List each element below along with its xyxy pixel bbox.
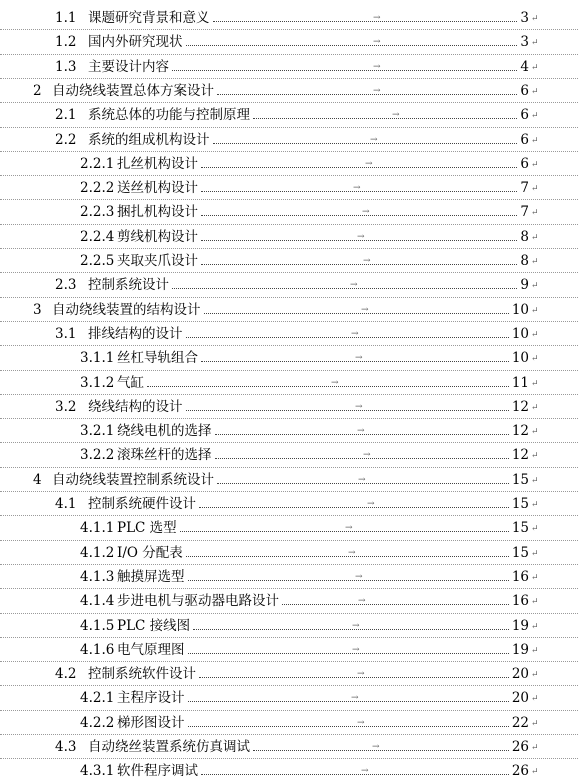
paragraph-mark-icon: ↵ (531, 14, 539, 24)
toc-dot-leader (253, 118, 517, 119)
toc-dot-leader (186, 45, 517, 46)
toc-entry-number: 1.2 (55, 34, 77, 51)
toc-entry-page: 20 (511, 666, 529, 683)
toc-entry-number: 3.2.1 (80, 423, 115, 440)
toc-entry-page: 10 (511, 301, 529, 318)
toc-divider (0, 127, 578, 128)
toc-entry-page: 12 (511, 423, 529, 440)
toc-entry-title: PLC 接线图 (117, 617, 191, 634)
paragraph-mark-icon: ↵ (531, 767, 539, 778)
toc-divider (0, 491, 578, 492)
toc-divider (0, 54, 578, 55)
paragraph-mark-icon: ↵ (531, 427, 539, 438)
toc-entry[interactable] (0, 516, 578, 540)
toc-entry-title: 主程序设计 (117, 690, 185, 707)
toc-entry-title: 国内外研究现状 (88, 34, 183, 51)
toc-divider (0, 321, 578, 322)
toc-divider (0, 540, 578, 541)
tab-arrow-icon: → (355, 401, 363, 412)
toc-dot-leader (172, 70, 517, 71)
tab-arrow-icon: → (331, 377, 339, 388)
paragraph-mark-icon: ↵ (531, 670, 539, 681)
tab-arrow-icon: → (353, 183, 361, 194)
toc-entry-number: 2.1 (55, 107, 77, 124)
toc-divider (0, 613, 578, 614)
toc-entry[interactable] (0, 541, 578, 565)
tab-arrow-icon: → (352, 644, 360, 655)
paragraph-mark-icon: ↵ (531, 621, 539, 632)
toc-entry-title: 主要设计内容 (88, 58, 169, 75)
toc-entry-number: 2.2 (55, 131, 77, 148)
toc-dot-leader (201, 167, 517, 168)
tab-arrow-icon: → (392, 110, 400, 121)
toc-divider (0, 637, 578, 638)
toc-entry-number: 2.2.2 (80, 180, 115, 197)
toc-entry[interactable] (0, 176, 578, 200)
toc-entry-number: 2.2.3 (80, 204, 115, 221)
tab-arrow-icon: → (348, 547, 356, 558)
toc-entry-title: 丝杠导轨组合 (117, 350, 198, 367)
toc-entry[interactable] (0, 249, 578, 273)
toc-entry-title: 排线结构的设计 (88, 325, 183, 342)
toc-divider (0, 442, 578, 443)
toc-entry[interactable] (0, 565, 578, 589)
toc-dot-leader (188, 580, 509, 581)
paragraph-mark-icon: ↵ (531, 402, 539, 413)
toc-entry-title: 电气原理图 (117, 641, 185, 658)
tab-arrow-icon: → (361, 766, 369, 777)
toc-divider (0, 297, 578, 298)
toc-entry-page: 12 (511, 447, 529, 464)
toc-dot-leader (217, 94, 517, 95)
toc-entry-title: 捆扎机构设计 (117, 204, 198, 221)
toc-divider (0, 175, 578, 176)
paragraph-mark-icon: ↵ (531, 159, 539, 170)
paragraph-mark-icon: ↵ (531, 354, 539, 365)
toc-entry-title: PLC 选型 (117, 520, 177, 537)
toc-entry-title: 绕线结构的设计 (88, 398, 183, 415)
toc-entry-number: 3.2 (55, 398, 77, 415)
toc-entry-number: 4.1.1 (80, 520, 115, 537)
toc-divider (0, 685, 578, 686)
paragraph-mark-icon: ↵ (531, 257, 539, 267)
tab-arrow-icon: → (357, 669, 365, 680)
tab-arrow-icon: → (361, 304, 369, 315)
toc-entry-number: 4.1.5 (80, 617, 115, 634)
paragraph-mark-icon: ↵ (531, 111, 539, 122)
tab-arrow-icon: → (358, 474, 366, 485)
paragraph-mark-icon: ↵ (531, 281, 539, 292)
toc-entry-page: 4 (520, 58, 529, 75)
tab-arrow-icon: → (358, 596, 366, 607)
toc-dot-leader (186, 410, 509, 411)
paragraph-mark-icon: ↵ (531, 548, 539, 559)
paragraph-mark-icon: ↵ (531, 524, 539, 535)
toc-entry[interactable] (0, 225, 578, 249)
toc-divider (0, 199, 578, 200)
toc-entry-number: 2.2.5 (80, 253, 115, 269)
tab-arrow-icon: → (357, 426, 365, 437)
toc-entry[interactable] (0, 589, 578, 613)
paragraph-mark-icon: ↵ (531, 500, 539, 510)
toc-entry[interactable] (0, 322, 578, 346)
tab-arrow-icon: → (357, 231, 365, 242)
toc-entry-title: 送丝机构设计 (117, 180, 198, 197)
toc-entry[interactable] (0, 298, 578, 322)
toc-entry[interactable] (0, 395, 578, 419)
toc-entry-page: 7 (520, 180, 529, 197)
toc-entry[interactable] (0, 662, 578, 686)
paragraph-mark-icon: ↵ (531, 718, 539, 729)
toc-dot-leader (204, 313, 509, 314)
toc-entry-title: 系统总体的功能与控制原理 (88, 107, 250, 124)
paragraph-mark-icon: ↵ (531, 135, 539, 146)
toc-entry-page: 20 (511, 690, 529, 707)
paragraph-mark-icon: ↵ (531, 329, 539, 340)
toc-divider (0, 564, 578, 565)
paragraph-mark-icon: ↵ (531, 572, 539, 583)
toc-entry-page: 19 (511, 641, 529, 658)
toc-entry[interactable] (0, 103, 578, 127)
toc-entry-title: 自动绕线装置控制系统设计 (52, 471, 214, 488)
toc-divider (0, 661, 578, 662)
toc-entry-number: 1.3 (55, 58, 77, 75)
toc-entry[interactable] (0, 346, 578, 370)
toc-dot-leader (253, 750, 509, 751)
toc-dot-leader (188, 726, 509, 727)
toc-entry[interactable] (0, 30, 578, 54)
paragraph-mark-icon: ↵ (531, 38, 539, 49)
toc-divider (0, 710, 578, 711)
toc-entry-number: 4.2.1 (80, 690, 115, 707)
tab-arrow-icon: → (355, 571, 363, 582)
toc-entry-title: 系统的组成机构设计 (88, 131, 210, 148)
toc-entry-page: 6 (520, 155, 529, 172)
tab-arrow-icon: → (373, 61, 381, 72)
toc-entry-page: 16 (511, 568, 529, 585)
toc-entry-number: 3.1 (55, 325, 77, 342)
toc-entry[interactable] (0, 735, 578, 759)
tab-arrow-icon: → (373, 13, 381, 23)
toc-entry-title: 课题研究背景和意义 (88, 10, 210, 26)
toc-entry-title: 控制系统硬件设计 (88, 496, 196, 512)
toc-entry-page: 26 (511, 763, 529, 780)
toc-divider (0, 758, 578, 759)
toc-divider (0, 467, 578, 468)
toc-entry-title: I/O 分配表 (117, 544, 183, 561)
tab-arrow-icon: → (372, 742, 380, 752)
toc-entry-title: 软件程序调试 (117, 763, 198, 780)
toc-dot-leader (186, 337, 509, 338)
toc-entry[interactable] (0, 759, 578, 783)
toc-dot-leader (213, 21, 517, 22)
toc-entry-title: 绕线电机的选择 (117, 423, 212, 440)
toc-entry-page: 7 (520, 204, 529, 221)
toc-dot-leader (172, 288, 517, 289)
toc-entry-page: 8 (520, 253, 529, 269)
toc-entry[interactable] (0, 200, 578, 224)
toc-entry-number: 4.1.2 (80, 544, 115, 561)
toc-dot-leader (201, 774, 509, 775)
toc-entry[interactable] (0, 6, 578, 30)
toc-entry-number: 1.1 (55, 10, 77, 26)
tab-arrow-icon: → (373, 37, 381, 48)
paragraph-mark-icon: ↵ (531, 645, 539, 656)
toc-dot-leader (188, 701, 509, 702)
tab-arrow-icon: → (370, 134, 378, 145)
toc-entry-page: 16 (511, 593, 529, 610)
toc-entry-number: 4.1.3 (80, 568, 115, 585)
toc-dot-leader (213, 143, 517, 144)
tab-arrow-icon: → (352, 620, 360, 631)
toc-entry-number: 3.1.1 (80, 350, 115, 367)
toc-entry-page: 19 (511, 617, 529, 634)
toc-entry-number: 2.2.4 (80, 228, 115, 245)
paragraph-mark-icon: ↵ (531, 451, 539, 462)
toc-entry[interactable] (0, 79, 578, 103)
toc-dot-leader (201, 264, 517, 265)
toc-dot-leader (199, 677, 509, 678)
tab-arrow-icon: → (351, 328, 359, 339)
tab-arrow-icon: → (365, 158, 373, 169)
toc-entry-title: 剪线机构设计 (117, 228, 198, 245)
toc-dot-leader (147, 386, 509, 387)
toc-entry-number: 2 (33, 82, 42, 99)
toc-divider (0, 151, 578, 152)
toc-entry-page: 3 (520, 10, 529, 26)
toc-entry[interactable] (0, 686, 578, 710)
toc-entry-page: 6 (520, 82, 529, 99)
toc-entry-number: 4.3.1 (80, 763, 115, 780)
toc-entry-number: 4.2.2 (80, 714, 115, 731)
toc-divider (0, 515, 578, 516)
toc-entry-number: 4.2 (55, 666, 77, 683)
paragraph-mark-icon: ↵ (531, 378, 539, 389)
toc-entry-title: 控制系统设计 (88, 277, 169, 294)
toc-entry-number: 3.2.2 (80, 447, 115, 464)
toc-entry-page: 15 (511, 520, 529, 537)
toc-divider (0, 102, 578, 103)
paragraph-mark-icon: ↵ (531, 743, 539, 753)
paragraph-mark-icon: ↵ (531, 597, 539, 608)
toc-entry-page: 15 (511, 544, 529, 561)
toc-entry-title: 梯形图设计 (117, 714, 185, 731)
toc-entry[interactable] (0, 614, 578, 638)
toc-entry[interactable] (0, 419, 578, 443)
toc-entry-title: 步进电机与驱动器电路设计 (117, 593, 279, 610)
toc-entry-page: 15 (511, 471, 529, 488)
toc-entry-number: 2.3 (55, 277, 77, 294)
paragraph-mark-icon: ↵ (531, 694, 539, 705)
toc-entry[interactable] (0, 273, 578, 297)
toc-dot-leader (193, 629, 509, 630)
toc-entry-title: 夹取夹爪设计 (117, 253, 198, 269)
toc-entry-title: 自动绕线装置总体方案设计 (52, 82, 214, 99)
tab-arrow-icon: → (350, 280, 358, 291)
toc-entry-page: 10 (511, 350, 529, 367)
toc-entry[interactable] (0, 492, 578, 516)
tab-arrow-icon: → (345, 523, 353, 534)
toc-entry[interactable] (0, 468, 578, 492)
paragraph-mark-icon: ↵ (531, 62, 539, 73)
toc-entry-number: 3.1.2 (80, 374, 115, 391)
tab-arrow-icon: → (363, 256, 371, 266)
toc-entry-title: 自动绕丝装置系统仿真调试 (88, 739, 250, 755)
toc-entry[interactable] (0, 443, 578, 467)
toc-divider (0, 224, 578, 225)
toc-entry-page: 26 (511, 739, 529, 755)
toc-entry-page: 12 (511, 398, 529, 415)
toc-entry-number: 4.3 (55, 739, 77, 755)
toc-entry[interactable] (0, 128, 578, 152)
toc-entry[interactable] (0, 638, 578, 662)
paragraph-mark-icon: ↵ (531, 232, 539, 243)
toc-entry-title: 控制系统软件设计 (88, 666, 196, 683)
toc-entry[interactable] (0, 371, 578, 395)
toc-entry[interactable] (0, 55, 578, 79)
toc-entry-title: 气缸 (117, 374, 144, 391)
toc-divider (0, 248, 578, 249)
paragraph-mark-icon: ↵ (531, 305, 539, 316)
toc-entry-title: 扎丝机构设计 (117, 155, 198, 172)
tab-arrow-icon: → (373, 85, 381, 96)
paragraph-mark-icon: ↵ (531, 208, 539, 219)
toc-divider (0, 29, 578, 30)
toc-entry-page: 6 (520, 131, 529, 148)
toc-entry-page: 11 (511, 374, 529, 391)
toc-entry-title: 自动绕线装置的结构设计 (52, 301, 201, 318)
tab-arrow-icon: → (351, 693, 359, 704)
paragraph-mark-icon: ↵ (531, 475, 539, 486)
toc-divider (0, 78, 578, 79)
toc-entry-number: 2.2.1 (80, 155, 115, 172)
toc-dot-leader (201, 215, 517, 216)
toc-entry-number: 4.1.6 (80, 641, 115, 658)
tab-arrow-icon: → (362, 207, 370, 218)
tab-arrow-icon: → (357, 717, 365, 728)
toc-entry-number: 4.1.4 (80, 593, 115, 610)
toc-entry-number: 3 (33, 301, 42, 318)
toc-divider (0, 345, 578, 346)
tab-arrow-icon: → (363, 450, 371, 461)
tab-arrow-icon: → (367, 499, 375, 509)
toc-divider (0, 734, 578, 735)
toc-dot-leader (282, 604, 509, 605)
toc-dot-leader (199, 507, 509, 508)
toc-entry-number: 4 (33, 471, 42, 488)
toc-entry-page: 6 (520, 107, 529, 124)
toc-entry-page: 15 (511, 496, 529, 512)
toc-divider (0, 370, 578, 371)
tab-arrow-icon: → (355, 353, 363, 364)
toc-divider (0, 418, 578, 419)
toc-entry-page: 3 (520, 34, 529, 51)
toc-divider (0, 394, 578, 395)
toc-entry-page: 10 (511, 325, 529, 342)
toc-dot-leader (188, 653, 509, 654)
toc-entry-page: 22 (511, 714, 529, 731)
toc-entry-number: 4.1 (55, 496, 77, 512)
paragraph-mark-icon: ↵ (531, 86, 539, 97)
toc-entry[interactable] (0, 711, 578, 735)
toc-dot-leader (215, 458, 509, 459)
toc-entry-page: 9 (520, 277, 529, 294)
toc-entry-title: 滚珠丝杆的选择 (117, 447, 212, 464)
toc-divider (0, 272, 578, 273)
toc-entry[interactable] (0, 152, 578, 176)
paragraph-mark-icon: ↵ (531, 184, 539, 195)
toc-entry-page: 8 (520, 228, 529, 245)
toc-entry-title: 触摸屏选型 (117, 568, 185, 585)
toc-divider (0, 588, 578, 589)
